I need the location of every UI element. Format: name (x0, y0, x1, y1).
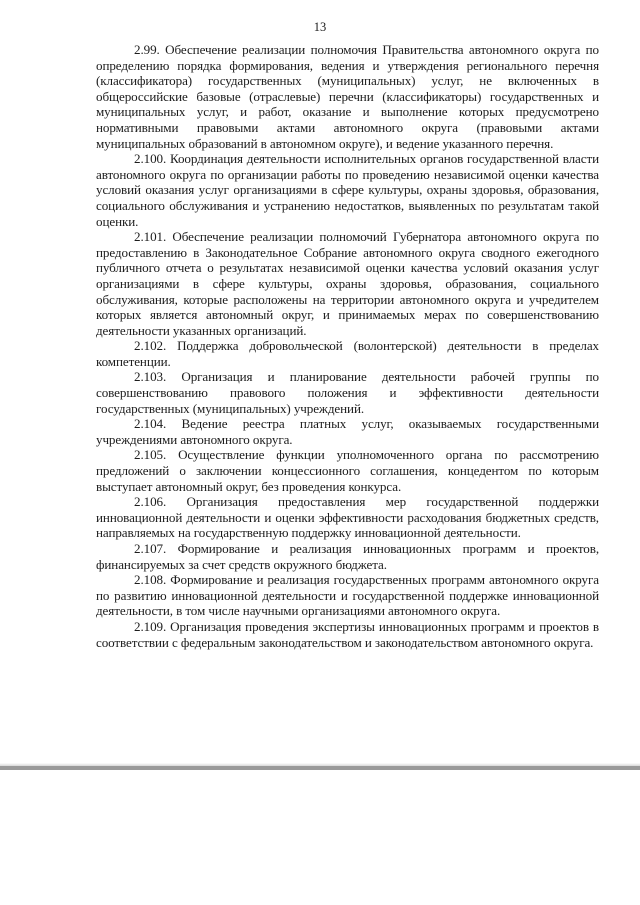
clause-text: Формирование и реализация инновационных программ и проектов, финансируемых за счет средств окружного бюджета. (96, 541, 599, 572)
clause-2-107 (96, 541, 599, 572)
clause-2-108 (96, 572, 599, 619)
clause-2-100 (96, 151, 599, 229)
page-number: 13 (313, 20, 327, 34)
clause-2-99 (96, 42, 599, 151)
clause-number: 2.108. (134, 572, 167, 588)
clause-number: 2.99. (134, 42, 160, 57)
clause-number: 2.102. (134, 338, 167, 354)
clause-text: Координация деятельности исполнительных органов государственной власти автономного округа по организации работы по проведению независимой оценки качества условий оказания услуг организациями в сфере культуры, охраны здоровья, образования, социального обслуживания и устранению недостатков, выявленных по результатам такой оценки. (96, 151, 599, 229)
clause-text: Организация и планирование деятельности рабочей группы по совершенствованию правового положения и эффективности деятельности государственных (муниципальных) учреждений. (96, 369, 599, 416)
clause-number: 2.103. (134, 369, 167, 385)
blank-area (0, 770, 640, 905)
clause-text: Поддержка добровольческой (волонтерской) деятельности в пределах компетенции. (96, 338, 599, 369)
clause-2-103 (96, 369, 599, 416)
clause-number: 2.107. (134, 541, 167, 556)
clause-2-106 (96, 494, 599, 541)
document-body (96, 42, 599, 650)
clause-number: 2.105. (134, 447, 167, 463)
clause-number: 2.109. (134, 618, 167, 634)
clause-2-102 (96, 338, 599, 369)
clause-text: Обеспечение реализации полномочий Губернатора автономного округа по предоставлению в Законодательное Собрание автономного округа сводного ежегодного публичного отчета о результатах независимой оценки качества условий оказания услуг организациями в сфере культуры, охраны здоровья, образования, социального обслуживания, которые расположены на территории автономного округа и учредителем которых является автономный округ, и принимаемых мерах по совершенствованию деятельности указанных организаций. (96, 229, 599, 338)
clause-2-101 (96, 229, 599, 338)
clause-text: Организация предоставления мер государственной поддержки инновационной деятельности и оценки эффективности расходования бюджетных средств, направляемых на государственную поддержку инновационной деятельности. (96, 494, 599, 541)
clause-text: Организация проведения экспертизы инновационных программ и проектов в соответствии с федеральным законодательством и законодательством автономного округа. (96, 618, 599, 650)
clause-number: 2.100. (134, 151, 167, 167)
clause-number: 2.104. (134, 416, 167, 432)
clause-text: Ведение реестра платных услуг, оказываемых государственными учреждениями автономного округа. (96, 416, 599, 447)
clause-text: Обеспечение реализации полномочия Правительства автономного округа по определению порядка формирования, ведения и утверждения регионального перечня (классификатора) государственных (муниципальных) услуг, не включенных в общероссийские базовые (отраслевые) перечни (классификаторы) государственных и муниципальных услуг, и работ, оказание и выполнение которых предусмотрено нормативными правовыми актами автономного округа (правовыми актами муниципальных образований в автономном округе), и ведение указанного перечня. (96, 42, 599, 151)
clause-number: 2.101. (134, 229, 167, 245)
clause-text: Формирование и реализация государственных программ автономного округа по развитию инновационной деятельности и государственной поддержке инновационной деятельности, в том числе научными организациями автономного округа. (96, 572, 599, 619)
clause-2-104 (96, 416, 599, 447)
clause-2-109 (96, 619, 599, 650)
clause-number: 2.106. (134, 494, 167, 510)
clause-text: Осуществление функции уполномоченного органа по рассмотрению предложений о заключении концессионного соглашения, концедентом по которым выступает автономный округ, без проведения конкурса. (96, 447, 599, 494)
clause-2-105 (96, 447, 599, 494)
